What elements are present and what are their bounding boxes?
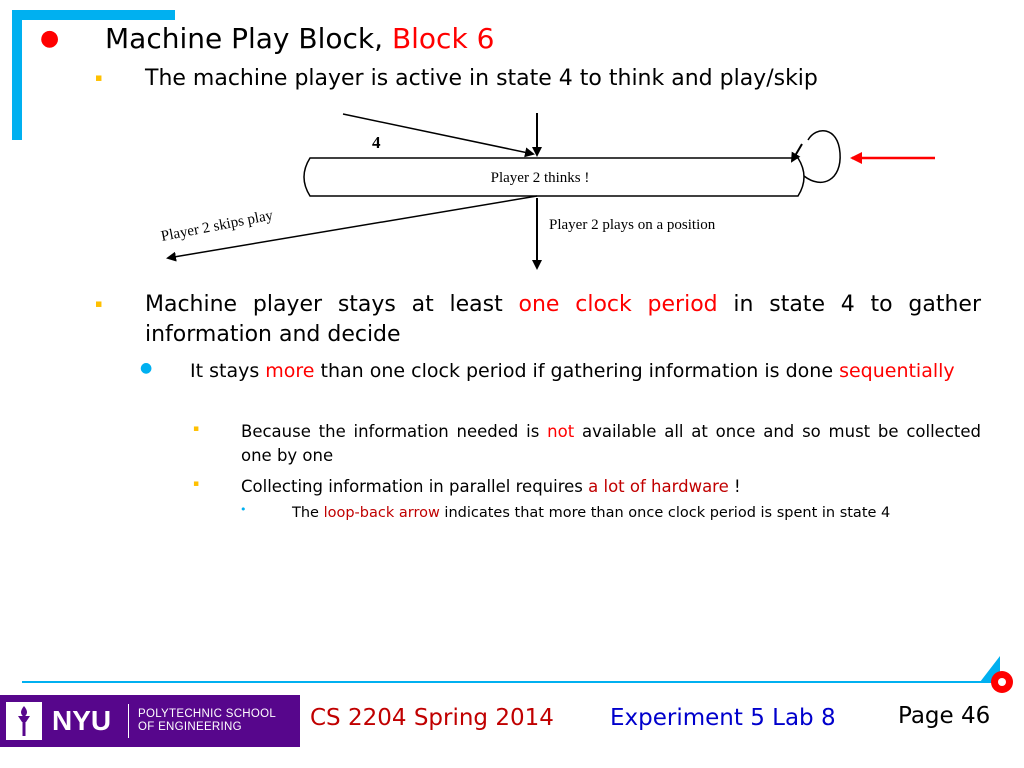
skip-label: Player 2 skips play <box>159 207 275 245</box>
b2-pre: Machine player stays at least <box>145 292 519 317</box>
b3-highlight-sequentially: sequentially <box>839 360 955 382</box>
square-bullet-icon: ▪ <box>95 297 103 310</box>
page-number: Page 46 <box>898 703 991 729</box>
b5-highlight: loop-back arrow <box>323 505 440 521</box>
bullet-machine-active: The machine player is active in state 4 to think and play/skip <box>145 66 818 91</box>
b4b-post: ! <box>728 477 741 496</box>
loop-back-arrow <box>804 131 840 183</box>
play-label: Player 2 plays on a position <box>549 217 716 233</box>
bullet-sequential <box>190 357 981 385</box>
title-main: Machine Play Block, <box>105 22 392 55</box>
bullet-not-available <box>241 420 981 468</box>
b4b-highlight: a lot of hardware <box>588 477 729 496</box>
nyu-wordmark: NYU <box>52 705 112 736</box>
square-bullet-icon: ▪ <box>95 71 103 84</box>
school-name <box>138 708 276 734</box>
bullet-loop-back <box>292 502 981 524</box>
small-bullet-icon: • <box>240 503 247 516</box>
b4b-pre: Collecting information in parallel requires <box>241 477 589 496</box>
b3-pre: It stays <box>190 360 266 382</box>
title-text <box>105 22 494 56</box>
b2-post: in state 4 to gather information and decide <box>145 292 981 347</box>
state-label: Player 2 thinks ! <box>490 170 590 186</box>
corner-accent-vertical <box>12 10 22 140</box>
footer-accent-icon <box>980 656 1016 696</box>
b3-mid: than one clock period if gathering information is done <box>314 360 840 382</box>
experiment-label: Experiment 5 Lab 8 <box>610 705 836 731</box>
b2-highlight: one clock period <box>518 292 718 317</box>
nyu-logo <box>0 695 300 747</box>
b4a-highlight: not <box>547 422 575 441</box>
b4a-post: available all at once and so must be collected one by one <box>241 422 981 465</box>
square-bullet-icon: ▪ <box>193 424 200 434</box>
school-line-2: OF ENGINEERING <box>138 721 242 733</box>
footer-divider <box>22 681 997 683</box>
bullet-parallel <box>241 475 981 499</box>
corner-accent-horizontal <box>12 10 175 20</box>
b3-highlight-more: more <box>265 360 315 382</box>
round-bullet-icon: ● <box>140 360 153 376</box>
state-diagram <box>140 108 940 278</box>
b4a-pre: Because the information needed is <box>241 422 548 441</box>
square-bullet-icon: ▪ <box>193 479 200 489</box>
torch-icon <box>6 702 42 740</box>
bullet-clock-period <box>145 290 981 350</box>
school-line-1: POLYTECHNIC SCHOOL <box>138 708 277 720</box>
state-number: 4 <box>372 133 381 152</box>
b5-pre: The <box>292 505 324 521</box>
title-highlight: Block 6 <box>391 22 495 55</box>
logo-separator <box>128 704 129 738</box>
course-label: CS 2204 Spring 2014 <box>310 705 554 731</box>
title-bullet: ● <box>40 26 60 51</box>
b5-post: indicates that more than once clock period is spent in state 4 <box>439 505 891 521</box>
